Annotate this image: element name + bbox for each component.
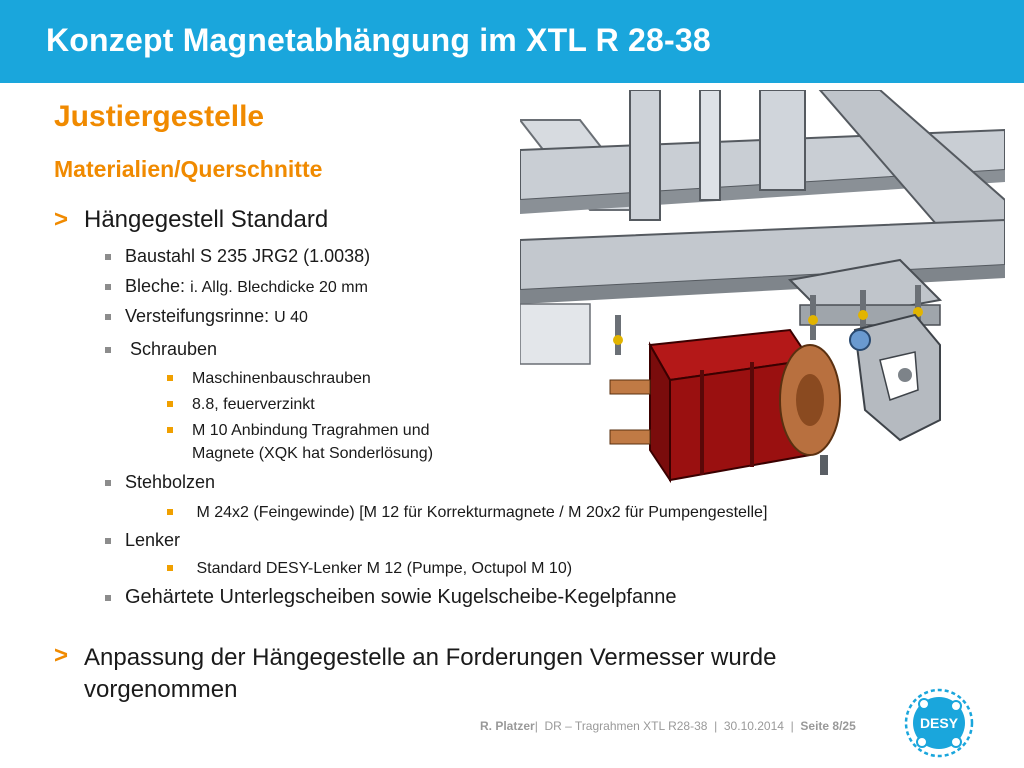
square-bullet-icon — [105, 347, 111, 353]
square-bullet-icon — [167, 427, 173, 433]
bullet-anpassung: Anpassung der Hängegestelle an Forderungen Vermesser wurde vorgenommen — [84, 644, 777, 703]
square-bullet-icon — [105, 254, 111, 260]
square-bullet-icon — [105, 284, 111, 290]
footer: R. Platzer| DR – Tragrahmen XTL R28-38 | 30.10.2014 | Seite 8/25 — [480, 719, 856, 733]
bullet-haengegestell: Hängegestell Standard — [84, 206, 329, 233]
section-heading: Justiergestelle — [54, 100, 265, 133]
arrow-bullet-icon: > — [54, 206, 69, 233]
hanging-frame-rendering — [520, 90, 1005, 490]
square-bullet-icon — [105, 538, 111, 544]
arrow-bullet-icon: > — [54, 642, 69, 669]
desy-logo — [904, 688, 974, 758]
square-bullet-icon — [167, 401, 173, 407]
slide-title: Konzept Magnetabhängung im XTL R 28-38 — [46, 22, 711, 58]
square-bullet-icon — [167, 509, 173, 515]
title-bar — [0, 0, 1024, 83]
svg-text:DESY: DESY — [919, 715, 959, 731]
section-subheading: Materialien/Querschnitte — [54, 156, 323, 182]
square-bullet-icon — [105, 480, 111, 486]
square-bullet-icon — [105, 314, 111, 320]
square-bullet-icon — [167, 565, 173, 571]
square-bullet-icon — [105, 595, 111, 601]
square-bullet-icon — [167, 375, 173, 381]
